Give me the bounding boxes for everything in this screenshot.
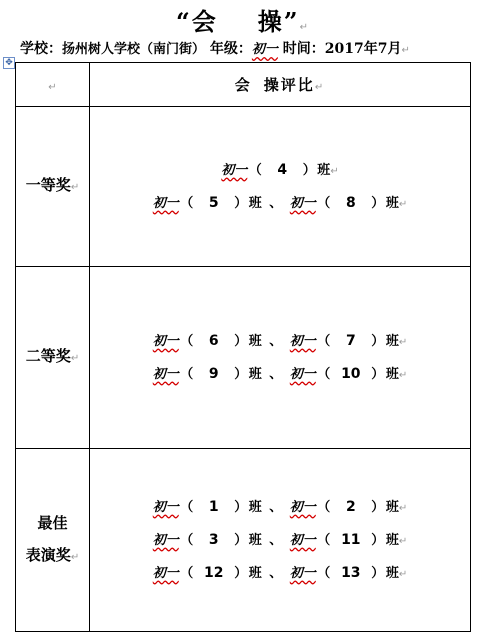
open-paren: （ (180, 366, 194, 382)
page-title (0, 2, 486, 37)
close-paren: ） (371, 565, 385, 581)
class-line (221, 154, 338, 187)
class-grade: 初一 (289, 499, 316, 515)
header-title-cell: 会 操评比↵ (90, 63, 471, 107)
class-number: 8 (345, 194, 356, 211)
separator: 、 (269, 333, 283, 349)
class-line (153, 358, 407, 391)
close-paren: ） (234, 499, 248, 515)
school-name: 扬州树人学校（南门街） (62, 42, 206, 57)
info-line (20, 38, 410, 58)
separator: 、 (269, 499, 283, 515)
class-grade: 初一 (152, 532, 179, 548)
class-grade: 初一 (152, 499, 179, 515)
open-paren: （ (317, 565, 331, 581)
open-paren: （ (317, 532, 331, 548)
class-number: 11 (341, 531, 361, 548)
paragraph-mark: ↵ (398, 198, 408, 210)
category-cell (16, 107, 90, 267)
class-list (90, 325, 470, 391)
class-line (153, 325, 407, 358)
paragraph-mark: ↵ (70, 353, 80, 364)
class-suffix: 班 (385, 532, 399, 548)
close-paren: ） (371, 333, 385, 349)
class-grade: 初一 (152, 366, 179, 382)
class-grade: 初一 (221, 162, 248, 178)
classes-cell (90, 107, 471, 267)
class-suffix: 班 (248, 333, 262, 349)
open-paren: （ (180, 333, 194, 349)
close-paren: ） (371, 532, 385, 548)
table-row (16, 449, 471, 632)
open-paren: （ (317, 195, 331, 211)
class-number: 6 (208, 332, 219, 349)
class-grade: 初一 (289, 333, 316, 349)
category-cell (16, 267, 90, 449)
open-paren: （ (317, 333, 331, 349)
award-category-label: 最佳 (37, 513, 68, 532)
class-number: 2 (345, 498, 356, 515)
class-grade: 初一 (289, 565, 316, 581)
school-label: 学校： (20, 41, 62, 57)
class-number: 10 (341, 365, 361, 382)
class-number: 7 (345, 332, 356, 349)
paragraph-mark: ↵ (398, 369, 408, 381)
class-suffix: 班 (248, 499, 262, 515)
open-paren: （ (180, 565, 194, 581)
header-title-a: 会 (234, 76, 252, 94)
paragraph-mark: ↵ (398, 336, 408, 348)
close-paren: ） (234, 532, 248, 548)
classes-cell (90, 267, 471, 449)
award-category-label: 表演奖↵ (25, 545, 80, 564)
open-paren: （ (317, 499, 331, 515)
close-paren: ） (302, 162, 316, 178)
class-suffix: 班 (248, 195, 262, 211)
grade-label: 年级： (209, 41, 252, 57)
paragraph-mark: ↵ (70, 551, 80, 563)
class-number: 1 (208, 498, 219, 515)
class-line (153, 187, 407, 220)
header-empty-cell: ↵ (16, 63, 90, 107)
award-table (15, 62, 471, 632)
time-value: 2017年7月 (324, 41, 402, 57)
separator: 、 (269, 366, 283, 382)
header-title-b: 操评比 (263, 76, 315, 94)
class-line (153, 491, 407, 524)
time-label: 时间： (282, 41, 325, 57)
grade-value: 初一 (251, 42, 278, 57)
table-move-handle-icon[interactable]: ✥ (3, 57, 15, 69)
table-header-row (16, 63, 471, 107)
class-list (90, 491, 470, 590)
paragraph-mark: ↵ (70, 182, 80, 193)
class-suffix: 班 (385, 333, 399, 349)
award-category-label: 二等奖↵ (25, 347, 80, 365)
class-grade: 初一 (289, 195, 316, 211)
table-row (16, 267, 471, 449)
classes-cell (90, 449, 471, 632)
class-list (90, 154, 470, 220)
class-suffix: 班 (248, 565, 262, 581)
class-suffix: 班 (385, 499, 399, 515)
class-suffix: 班 (385, 565, 399, 581)
class-grade: 初一 (152, 195, 179, 211)
close-paren: ） (371, 366, 385, 382)
paragraph-mark: ↵ (398, 535, 408, 547)
class-suffix: 班 (248, 366, 262, 382)
category-cell (16, 449, 90, 632)
class-grade: 初一 (152, 333, 179, 349)
open-paren: （ (180, 195, 194, 211)
class-grade: 初一 (289, 532, 316, 548)
title-left: “会 (175, 7, 218, 36)
class-grade: 初一 (152, 565, 179, 581)
open-paren: （ (317, 366, 331, 382)
award-category-label: 一等奖↵ (25, 176, 80, 194)
close-paren: ） (234, 195, 248, 211)
close-paren: ） (371, 195, 385, 211)
table-row (16, 107, 471, 267)
close-paren: ） (234, 565, 248, 581)
paragraph-mark: ↵ (398, 502, 408, 514)
separator: 、 (269, 532, 283, 548)
paragraph-mark: ↵ (330, 165, 339, 177)
separator: 、 (269, 195, 283, 211)
open-paren: （ (180, 499, 194, 515)
class-number: 5 (208, 194, 219, 211)
class-suffix: 班 (317, 162, 331, 178)
class-suffix: 班 (248, 532, 262, 548)
close-paren: ） (371, 499, 385, 515)
class-number: 3 (208, 531, 219, 548)
open-paren: （ (248, 162, 262, 178)
open-paren: （ (180, 532, 194, 548)
class-number: 9 (208, 365, 219, 382)
paragraph-mark: ↵ (299, 22, 310, 33)
title-right: 操” (257, 7, 300, 36)
close-paren: ） (234, 366, 248, 382)
separator: 、 (269, 565, 283, 581)
class-line (153, 557, 407, 590)
class-suffix: 班 (385, 366, 399, 382)
class-line (153, 524, 407, 557)
paragraph-mark: ↵ (398, 568, 408, 580)
class-number: 12 (204, 564, 224, 581)
class-suffix: 班 (385, 195, 399, 211)
class-number: 4 (277, 161, 288, 178)
class-number: 13 (341, 564, 361, 581)
class-grade: 初一 (289, 366, 316, 382)
paragraph-mark: ↵ (401, 45, 410, 56)
close-paren: ） (234, 333, 248, 349)
